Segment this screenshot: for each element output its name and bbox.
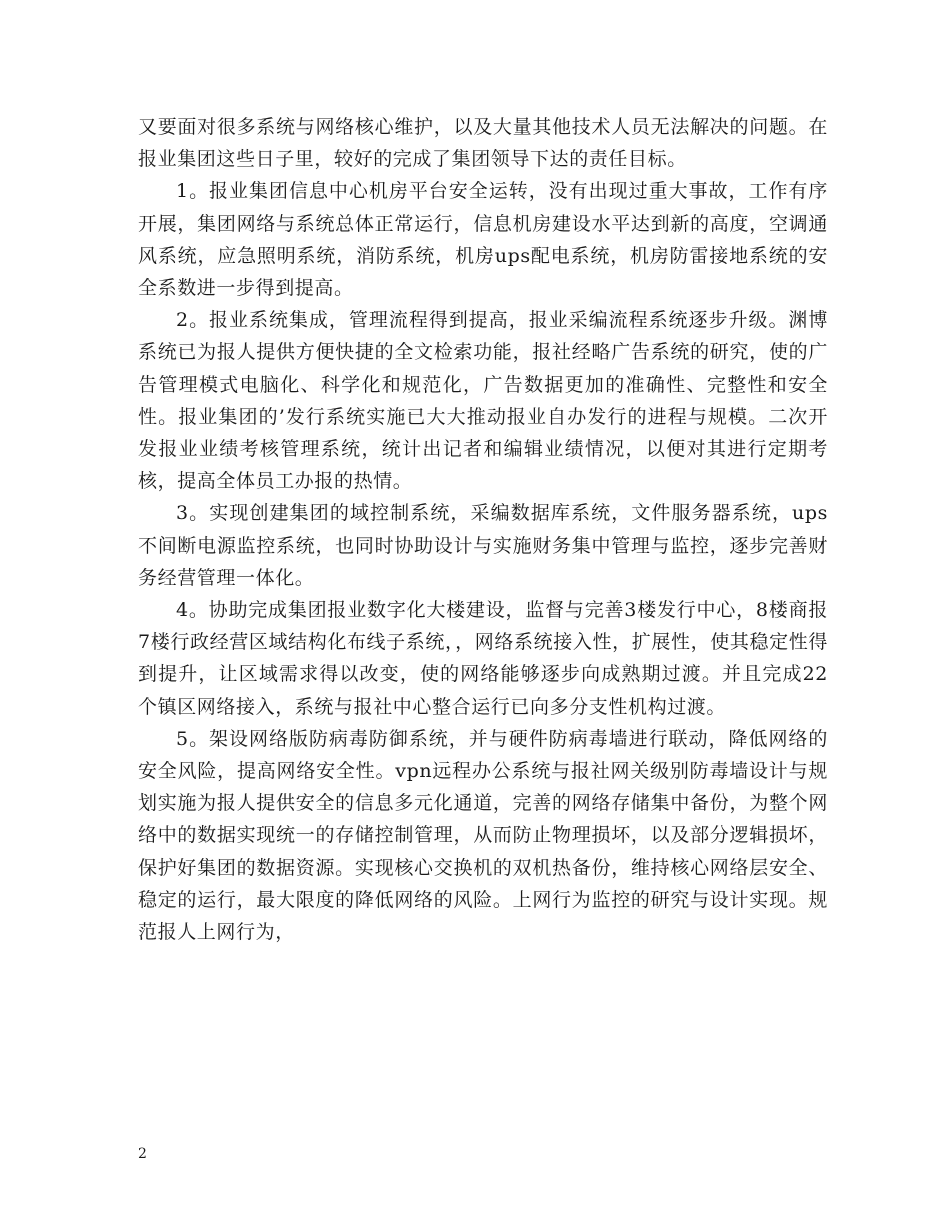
paragraph-item-3: 3。实现创建集团的域控制系统，采编数据库系统，文件服务器系统，ups不间断电源监控系统，也同时协助设计与实施财务集中管理与监控，逐步完善财务经营管理一体化。 — [138, 502, 828, 589]
paragraph-continuation: 又要面对很多系统与网络核心维护，以及大量其他技术人员无法解决的问题。在报业集团这些日子里，较好的完成了集团领导下达的责任目标。 — [138, 116, 828, 171]
document-body — [138, 111, 828, 948]
paragraph-item-4: 4。协助完成集团报业数字化大楼建设，监督与完善3楼发行中心，8楼商报7楼行政经营区域结构化布线子系统，，网络系统接入性，扩展性，使其稳定性得到提升，让区域需求得以改变，使的网络能够逐步向成熟期过渡。并且完成22个镇区网络接入，系统与报社中心整合运行已向多分支性机构过渡。 — [138, 599, 828, 718]
page-number: 2 — [138, 1146, 147, 1162]
paragraph-item-1: 1。报业集团信息中心机房平台安全运转，没有出现过重大事故，工作有序开展，集团网络与系统总体正常运行，信息机房建设水平达到新的高度，空调通风系统，应急照明系统，消防系统，机房ups配电系统，机房防雷接地系统的安全系数进一步得到提高。 — [138, 180, 828, 300]
paragraph-item-5: 5。架设网络版防病毒防御系统，并与硬件防病毒墙进行联动，降低网络的安全风险，提高网络安全性。vpn远程办公系统与报社网关级别防毒墙设计与规划实施为报人提供安全的信息多元化通道，完善的网络存储集中备份，为整个网络中的数据实现统一的存储控制管理，从而防止物理损坏，以及部分逻辑损坏，保护好集团的数据资源。实现核心交换机的双机热备份，维持核心网络层安全、稳定的运行，最大限度的降低网络的风险。上网行为监控的研究与设计实现。规范报人上网行为， — [138, 727, 828, 944]
paragraph-item-2: 2。报业系统集成，管理流程得到提高，报业采编流程系统逐步升级。渊博系统已为报人提供方便快捷的全文检索功能，报社经略广告系统的研究，使的广告管理模式电脑化、科学化和规范化，广告数据更加的准确性、完整性和安全性。报业集团的’发行系统实施已大大推动报业自办发行的进程与规模。二次开发报业业绩考核管理系统，统计出记者和编辑业绩情况，以便对其进行定期考核，提高全体员工办报的热情。 — [138, 309, 828, 493]
